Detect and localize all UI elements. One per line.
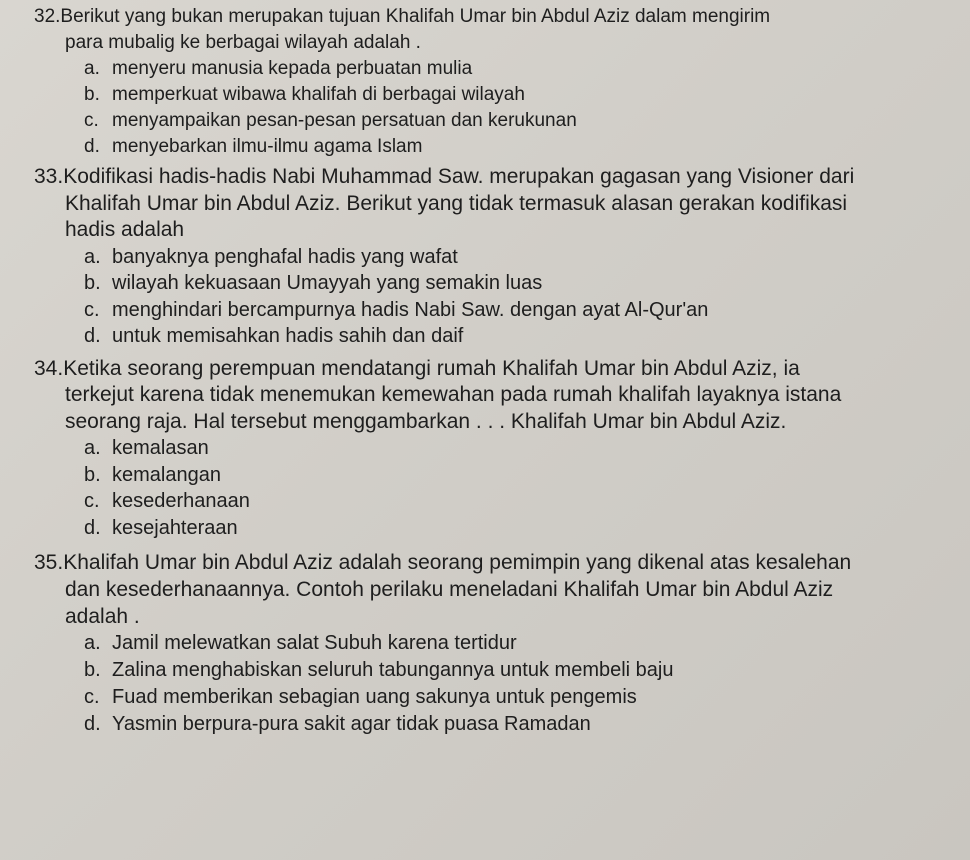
- option-text: kemalangan: [112, 463, 221, 486]
- option-c: [84, 684, 960, 711]
- option-letter: c.: [84, 686, 100, 708]
- option-text: menghindari bercampurnya hadis Nabi Saw. dengan ayat Al-Qur'an: [112, 298, 709, 321]
- option-text: kesejahteraan: [112, 516, 238, 539]
- question-stem-line: [34, 549, 960, 576]
- option-letter: d.: [84, 516, 101, 539]
- option-c: [84, 488, 960, 515]
- question-text: Ketika seorang perempuan mendatangi rumah Khalifah Umar bin Abdul Aziz, ia: [63, 356, 800, 380]
- question-text: adalah .: [65, 605, 140, 628]
- question-stem-line: [34, 356, 960, 383]
- question-34: [34, 356, 960, 542]
- option-letter: d.: [84, 136, 100, 157]
- question-33: [34, 164, 960, 350]
- option-a: [84, 435, 960, 462]
- option-letter: b.: [84, 84, 100, 105]
- option-text: Yasmin berpura-pura sakit agar tidak puasa Ramadan: [112, 713, 591, 735]
- question-text: terkejut karena tidak menemukan kemewahan pada rumah khalifah layaknya istana: [65, 383, 842, 406]
- option-list: [34, 630, 960, 738]
- option-c: [84, 108, 960, 134]
- option-d: [84, 711, 960, 738]
- question-text: Berikut yang bukan merupakan tujuan Khalifah Umar bin Abdul Aziz dalam mengirim: [60, 6, 771, 27]
- option-letter: a.: [84, 58, 100, 79]
- question-32: [34, 4, 960, 160]
- option-text: kesederhanaan: [112, 490, 250, 512]
- option-letter: a.: [84, 437, 101, 459]
- question-35: [34, 549, 960, 738]
- option-a: [84, 244, 960, 271]
- option-letter: b.: [84, 463, 101, 486]
- option-list: [34, 244, 960, 350]
- option-b: [84, 270, 960, 297]
- question-text: para mubalig ke berbagai wilayah adalah .: [65, 32, 421, 53]
- option-letter: c.: [84, 110, 99, 131]
- option-text: menyampaikan pesan-pesan persatuan dan kerukunan: [112, 110, 577, 131]
- option-b: [84, 657, 960, 684]
- option-letter: d.: [84, 325, 101, 347]
- option-a: [84, 56, 960, 82]
- question-number: 35.: [34, 551, 64, 574]
- option-d: [84, 515, 960, 542]
- option-text: Fuad memberikan sebagian uang sakunya untuk pengemis: [112, 686, 637, 708]
- option-letter: c.: [84, 490, 100, 512]
- option-a: [84, 630, 960, 657]
- option-b: [84, 462, 960, 489]
- option-text: banyaknya penghafal hadis yang wafat: [112, 245, 458, 268]
- question-text: Khalifah Umar bin Abdul Aziz adalah seorang pemimpin yang dikenal atas kesalehan: [63, 551, 852, 574]
- option-list: [34, 435, 960, 541]
- option-text: kemalasan: [112, 437, 209, 459]
- option-letter: b.: [84, 272, 101, 294]
- option-letter: a.: [84, 245, 101, 268]
- option-text: menyebarkan ilmu-ilmu agama Islam: [112, 136, 423, 157]
- question-number: 32.: [34, 6, 61, 27]
- option-letter: b.: [84, 659, 101, 681]
- question-number: 34.: [34, 356, 64, 380]
- option-b: [84, 82, 960, 108]
- question-text: seorang raja. Hal tersebut menggambarkan . . . Khalifah Umar bin Abdul Aziz.: [65, 409, 787, 433]
- option-list: [34, 56, 960, 160]
- question-number: 33.: [34, 165, 64, 188]
- option-letter: a.: [84, 632, 101, 654]
- option-text: menyeru manusia kepada perbuatan mulia: [112, 58, 473, 79]
- question-stem-line: [34, 4, 960, 30]
- option-text: memperkuat wibawa khalifah di berbagai wilayah: [112, 84, 525, 105]
- option-letter: c.: [84, 298, 100, 321]
- question-text: dan kesederhanaannya. Contoh perilaku meneladani Khalifah Umar bin Abdul Aziz: [65, 578, 834, 601]
- option-text: wilayah kekuasaan Umayyah yang semakin luas: [112, 272, 543, 294]
- option-text: Jamil melewatkan salat Subuh karena tertidur: [112, 632, 517, 654]
- question-text: Kodifikasi hadis-hadis Nabi Muhammad Saw. merupakan gagasan yang Visioner dari: [63, 165, 855, 188]
- option-c: [84, 297, 960, 324]
- option-text: untuk memisahkan hadis sahih dan daif: [112, 325, 464, 347]
- option-d: [84, 323, 960, 350]
- option-text: Zalina menghabiskan seluruh tabungannya untuk membeli baju: [112, 659, 674, 681]
- option-letter: d.: [84, 713, 101, 735]
- option-d: [84, 134, 960, 160]
- question-stem-line: [34, 164, 960, 191]
- question-text: hadis adalah: [65, 218, 185, 241]
- question-text: Khalifah Umar bin Abdul Aziz. Berikut yang tidak termasuk alasan gerakan kodifikasi: [65, 191, 848, 215]
